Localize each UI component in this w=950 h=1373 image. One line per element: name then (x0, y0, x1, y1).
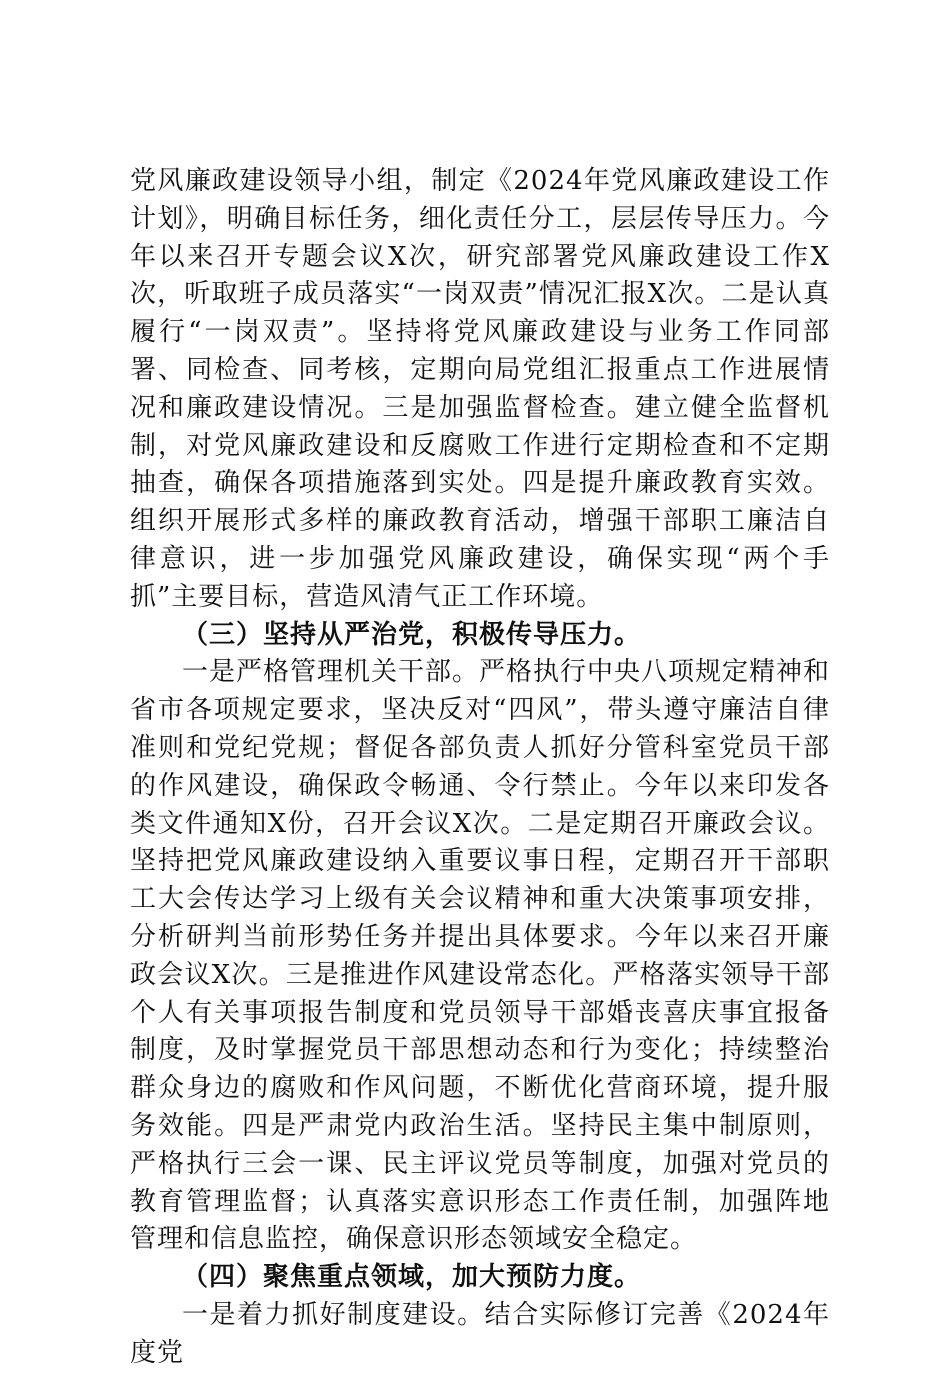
section-heading-three: （三）坚持从严治党，积极传导压力。 (182, 619, 642, 650)
paragraph-section-three: 一是严格管理机关干部。严格执行中央八项规定精神和省市各项规定要求，坚决反对“四风”，带头遵守廉洁自律准则和党纪党规；督促各部负责人抓好分管科室党员干部的作风建设，确保政令畅通、令行禁止。今年以来印发各类文件通知X份，召开会议X次。二是定期召开廉政会议。坚持把党风廉政建设纳入重要议事日程，定期召开干部职工大会传达学习上级有关会议精神和重大决策事项安排，分析研判当前形势任务并提出具体要求。今年以来召开廉政会议X次。三是推进作风建设常态化。严格落实领导干部个人有关事项报告制度和党员领导干部婚丧喜庆事宜报备制度，及时掌握党员干部思想动态和行为变化；持续整治群众身边的腐败和作风问题，不断优化营商环境，提升服务效能。四是严肃党内政治生活。坚持民主集中制原则，严格执行三会一课、民主评议党员等制度，加强对党员的教育管理监督；认真落实意识形态工作责任制，加强阵地管理和信息监控，确保意识形态领域安全稳定。 (130, 657, 831, 1255)
paragraph-section-four: 一是着力抓好制度建设。结合实际修订完善《2024年度党 (130, 1299, 830, 1368)
document-body (130, 163, 830, 1373)
section-heading-four: （四）聚焦重点领域，加大预防力度。 (182, 1262, 642, 1293)
paragraph-continuation: 党风廉政建设领导小组，制定《2024年党风廉政建设工作计划》，明确目标任务，细化责任分工，层层传导压力。今年以来召开专题会议X次，研究部署党风廉政建设工作X次，听取班子成员落实“一岗双责”情况汇报X次。二是认真履行“一岗双责”。坚持将党风廉政建设与业务工作同部署、同检查、同考核，定期向局党组汇报重点工作进展情况和廉政建设情况。三是加强监督检查。建立健全监督机制，对党风廉政建设和反腐败工作进行定期检查和不定期抽查，确保各项措施落到实处。四是提升廉政教育实效。组织开展形式多样的廉政教育活动，增强干部职工廉洁自律意识，进一步加强党风廉政建设，确保实现“两个手抓”主要目标，营造风清气正工作环境。 (130, 166, 830, 612)
